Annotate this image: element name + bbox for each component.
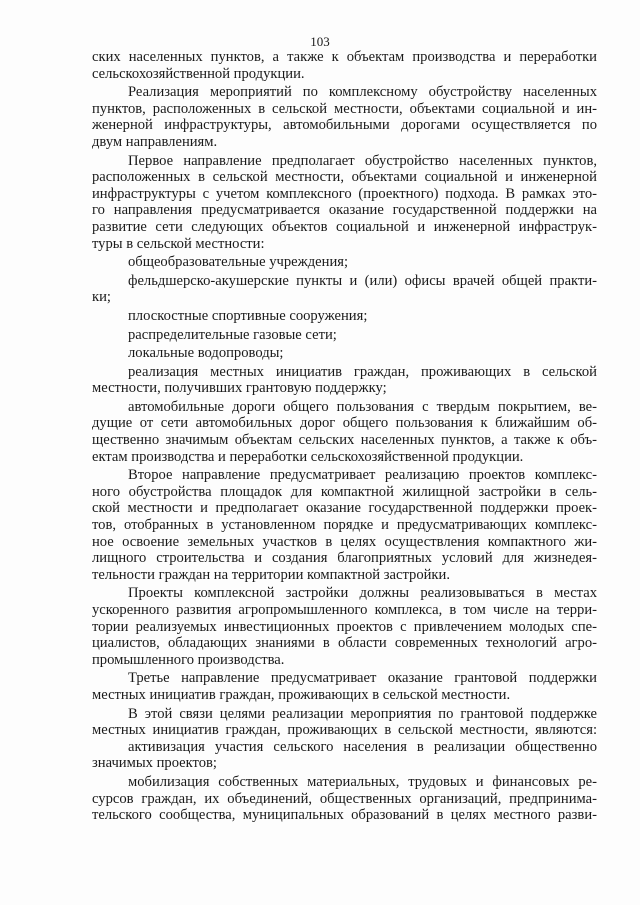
- text-line: Второе направление предусматривает реализацию проектов комплекс-: [128, 467, 597, 484]
- text-line: щественно значимым объектам сельских населенных пунктов, а также к объ-: [92, 432, 597, 449]
- text-line: женерной инфраструктуры, автомобильными дорогами осуществляется по: [92, 117, 597, 134]
- text-line: расположенных в сельской местности, объектами социальной и инженерной: [92, 169, 597, 186]
- text-line: ектам производства и переработки сельскохозяйственной продукции.: [92, 448, 524, 465]
- text-line: локальные водопроводы;: [128, 345, 284, 362]
- text-line: значимых проектов;: [92, 755, 217, 772]
- text-line: ских населенных пунктов, а также к объектам производства и переработки: [92, 49, 597, 65]
- text-line: ки;: [92, 289, 111, 306]
- text-line: распределительные газовые сети;: [128, 326, 337, 343]
- text-line: активизация участия сельского населения в реализации общественно: [128, 738, 597, 755]
- text-line: тельности граждан на территории компактной застройки.: [92, 566, 450, 583]
- text-line: ное освоение земельных участков в целях осуществления компактного жи-: [92, 533, 597, 550]
- text-line: тельского сообщества, муниципальных образований в целях местного разви-: [92, 807, 597, 824]
- text-line: дущие от сети автомобильных дорог общего пользования к ближайшим об-: [92, 415, 597, 432]
- text-line: го направления предусматривается оказание государственной поддержки на: [92, 202, 597, 219]
- text-line: Первое направление предполагает обустройство населенных пунктов,: [128, 152, 597, 169]
- text-line: циалистов, обладающих знаниями в области современных технологий агро-: [92, 635, 597, 652]
- text-line: пунктов, расположенных в сельской местности, объектами социальной и ин-: [92, 100, 597, 117]
- text-line: местных инициатив граждан, проживающих в сельской местности.: [92, 686, 511, 703]
- text-line: промышленного производства.: [92, 651, 285, 668]
- text-line: Реализация мероприятий по комплексному обустройству населенных: [128, 84, 597, 101]
- text-line: тов, отобранных в установленном порядке и предусматривающих комплекс-: [92, 517, 597, 534]
- text-line: общеобразовательные учреждения;: [128, 254, 349, 271]
- text-line: сельскохозяйственной продукции.: [92, 65, 305, 82]
- text-line: мобилизация собственных материальных, трудовых и финансовых ре-: [128, 773, 597, 790]
- text-line: В этой связи целями реализации мероприятия по грантовой поддержке: [128, 705, 597, 722]
- text-line: развитие сети следующих объектов социальной и инженерной инфраструк-: [92, 218, 597, 235]
- text-line: ного обустройства площадок для компактной жилищной застройки в сель-: [92, 483, 597, 500]
- text-line: тории реализуемых инвестиционных проектов с привлечением молодых спе-: [92, 618, 597, 635]
- text-line: ской местности и предполагает оказание государственной поддержки проек-: [92, 500, 597, 517]
- text-line: двум направлениям.: [92, 133, 218, 150]
- page-number: 103: [310, 34, 330, 49]
- text-line: лищного строительства и создания благоприятных условий для жизнедея-: [92, 550, 597, 567]
- text-line: автомобильные дороги общего пользования с твердым покрытием, ве-: [128, 398, 597, 415]
- text-line: сурсов граждан, их объединений, общественных организаций, предпринима-: [92, 790, 597, 807]
- text-line: местности, получивших грантовую поддержку;: [92, 380, 387, 397]
- text-line: инфраструктуры с учетом комплексного (проектного) подхода. В рамках это-: [92, 185, 597, 202]
- text-line: Проекты комплексной застройки должны реализовываться в местах: [128, 585, 597, 602]
- text-line: ускоренного развития агропромышленного комплекса, в том числе на терри-: [92, 602, 597, 618]
- text-line: фельдшерско-акушерские пункты и (или) офисы врачей общей практи-: [128, 272, 597, 289]
- text-line: местных инициатив граждан, проживающих в сельской местности, являются:: [92, 722, 597, 739]
- text-line: плоскостные спортивные сооружения;: [128, 307, 368, 324]
- document-body: [92, 49, 597, 824]
- text-line: Третье направление предусматривает оказание грантовой поддержки: [128, 670, 597, 687]
- text-line: туры в сельской местности:: [92, 235, 265, 252]
- text-line: реализация местных инициатив граждан, проживающих в сельской: [128, 363, 597, 380]
